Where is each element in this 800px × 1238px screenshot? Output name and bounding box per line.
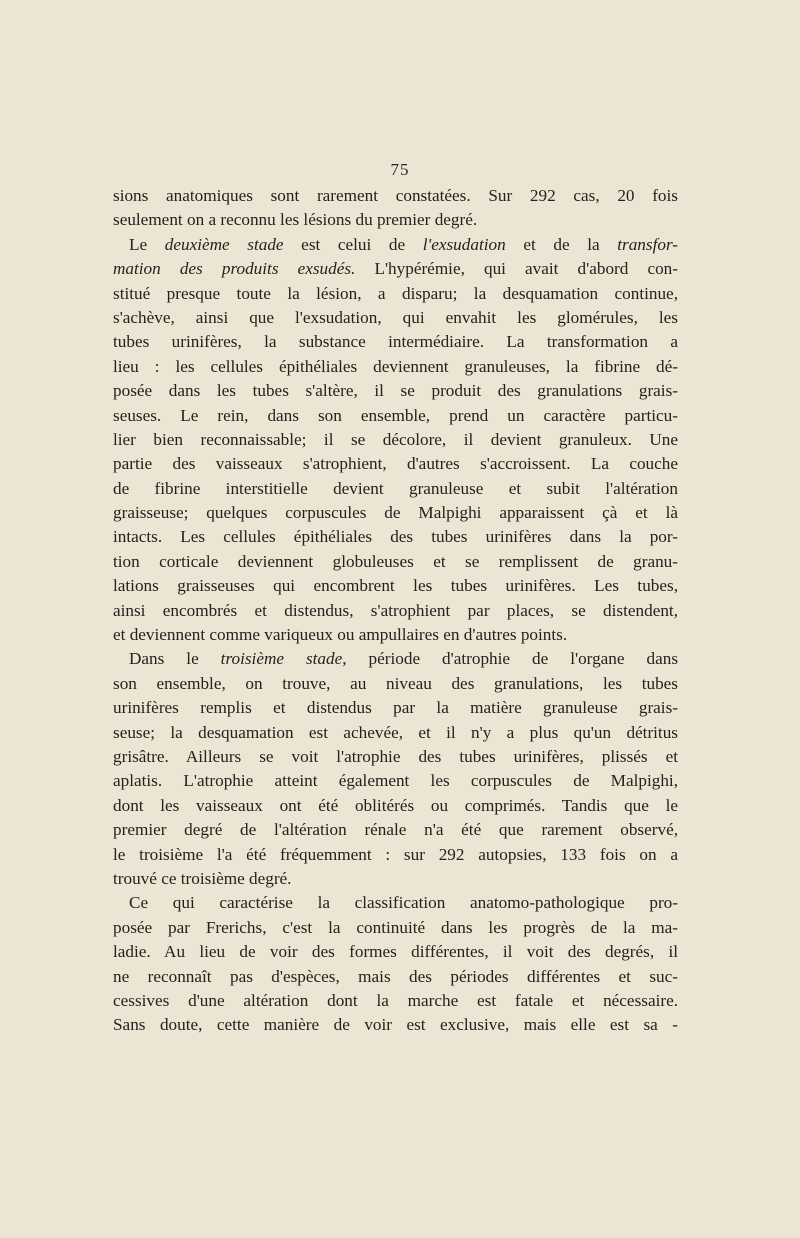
text-segment: seuses. Le rein, dans son ensemble, prend un caractère particu- <box>113 405 678 425</box>
text-line <box>113 477 678 501</box>
italic-term: l'exsudation <box>422 234 506 254</box>
text-segment: Sans doute, cette manière de voir est exclusive, mais elle est sa - <box>113 1015 678 1035</box>
text-line <box>113 843 678 867</box>
text-line <box>113 501 678 525</box>
text-line <box>113 647 678 671</box>
text-segment: L'hypérémie, qui avait d'abord con- <box>355 259 678 279</box>
text-segment: cessives d'une altération dont la marche est fatale et nécessaire. <box>113 990 678 1010</box>
text-segment: graisseuse; quelques corpuscules de Malpighi apparaissent çà et là <box>113 503 678 523</box>
text-segment: et deviennent comme variqueux ou ampullaires en d'autres points. <box>113 625 568 645</box>
text-line <box>113 794 678 818</box>
text-segment: Le <box>129 234 165 254</box>
text-segment: de fibrine interstitielle devient granuleuse et subit l'altération <box>113 478 678 498</box>
text-segment: son ensemble, on trouve, au niveau des granulations, les tubes <box>113 673 678 693</box>
text-line <box>113 306 678 330</box>
text-line <box>113 574 678 598</box>
text-segment: stitué presque toute la lésion, a disparu; la desquamation continue, <box>113 283 678 303</box>
italic-term: mation des produits exsudés. <box>113 259 356 279</box>
text-segment: s'achève, ainsi que l'exsudation, qui envahit les glomérules, les <box>113 307 678 327</box>
text-line <box>113 282 678 306</box>
text-segment: seuse; la desquamation est achevée, et il n'y a plus qu'un détritus <box>113 722 678 742</box>
text-line <box>113 428 678 452</box>
text-line <box>113 721 678 745</box>
text-line <box>113 965 678 989</box>
text-line <box>113 989 678 1013</box>
text-segment: urinifères remplis et distendus par la matière granuleuse grais- <box>113 698 678 718</box>
text-segment: lier bien reconnaissable; il se décolore, il devient granuleux. Une <box>113 429 678 449</box>
text-segment: seulement on a reconnu les lésions du premier degré. <box>113 210 478 230</box>
text-segment: ladie. Au lieu de voir des formes différentes, il voit des degrés, il <box>113 942 678 962</box>
text-segment: , période d'atrophie de l'organe dans <box>342 649 679 669</box>
text-segment: grisâtre. Ailleurs se voit l'atrophie des tubes urinifères, plissés et <box>113 746 678 766</box>
text-line <box>113 696 678 720</box>
text-segment: ainsi encombrés et distendus, s'atrophient par places, se distendent, <box>113 600 678 620</box>
text-line <box>113 940 678 964</box>
text-line <box>113 916 678 940</box>
text-segment: posée dans les tubes s'altère, il se produit des granulations grais- <box>113 381 678 401</box>
text-segment: sions anatomiques sont rarement constatées. Sur 292 cas, 20 fois <box>113 186 678 205</box>
text-segment: le troisième l'a été fréquemment : sur 292 autopsies, 133 fois on a <box>113 844 678 864</box>
text-segment: tubes urinifères, la substance intermédiaire. La transformation a <box>113 332 678 352</box>
text-line <box>113 769 678 793</box>
italic-term: troisième stade <box>220 649 343 669</box>
text-segment: Dans le <box>129 649 221 669</box>
text-segment: est celui de <box>283 234 423 254</box>
text-line <box>113 330 678 354</box>
text-line <box>113 404 678 428</box>
text-segment: tion corticale deviennent globuleuses et se remplissent de granu- <box>113 551 678 571</box>
text-line <box>113 208 678 232</box>
italic-term: deuxième stade <box>164 234 284 254</box>
text-segment: lations graisseuses qui encombrent les tubes urinifères. Les tubes, <box>113 576 678 596</box>
text-segment: premier degré de l'altération rénale n'a été que rarement observé, <box>113 820 678 840</box>
text-segment: ne reconnaît pas d'espèces, mais des périodes différentes et suc- <box>113 966 678 986</box>
text-segment: intacts. Les cellules épithéliales des tubes urinifères dans la por- <box>113 527 678 547</box>
text-line <box>113 525 678 549</box>
text-line <box>113 379 678 403</box>
text-line <box>113 184 678 208</box>
page-number: 75 <box>390 160 410 179</box>
text-line <box>113 550 678 574</box>
text-line <box>113 452 678 476</box>
text-line <box>113 599 678 623</box>
text-segment: partie des vaisseaux s'atrophient, d'autres s'accroissent. La couche <box>113 454 678 474</box>
text-segment: Ce qui caractérise la classification anatomo-pathologique pro- <box>129 893 678 913</box>
text-line <box>113 257 678 281</box>
body-text <box>113 184 678 1038</box>
text-segment: aplatis. L'atrophie atteint également les corpuscules de Malpighi, <box>113 771 678 791</box>
text-segment: lieu : les cellules épithéliales deviennent granuleuses, la fibrine dé- <box>113 356 678 376</box>
text-line <box>113 867 678 891</box>
text-line <box>113 745 678 769</box>
text-segment: trouvé ce troisième degré. <box>113 868 292 888</box>
text-line <box>113 623 678 647</box>
text-line <box>113 672 678 696</box>
italic-term: transfor- <box>617 234 679 254</box>
text-line <box>113 891 678 915</box>
text-line <box>113 818 678 842</box>
text-segment: dont les vaisseaux ont été oblitérés ou comprimés. Tandis que le <box>113 795 678 815</box>
text-segment: posée par Frerichs, c'est la continuité dans les progrès de la ma- <box>113 917 678 937</box>
text-line <box>113 1013 678 1037</box>
text-line <box>113 233 678 257</box>
text-line <box>113 355 678 379</box>
text-segment: et de la <box>505 234 618 254</box>
